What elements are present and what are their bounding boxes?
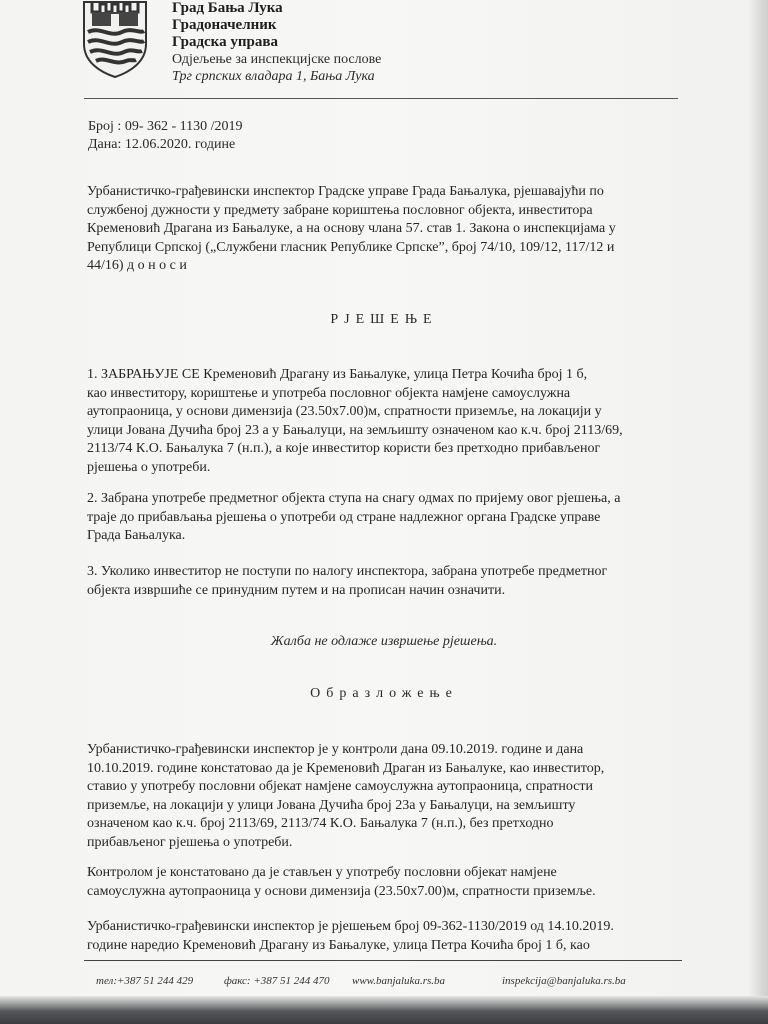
header-city: Град Бања Лука	[172, 0, 283, 16]
text-line: 44/16) д о н о с и	[87, 258, 187, 274]
footer-divider	[84, 960, 682, 961]
reasoning-paragraph-2	[87, 864, 691, 901]
text-line: 1. ЗАБРАЊУЈЕ СЕ Кременовић Драгану из Бањалуке, улица Петра Кочића број 1 б,	[87, 367, 588, 382]
text-line: приземље, на локацији у улици Јована Дучића број 23а у Бањалуци, на земљишту	[87, 797, 576, 813]
text-line: 3. Уколико инвеститор не поступи по налогу инспектора, забрана употребе предметног	[87, 564, 608, 579]
header-department: Одјељење за инспекцијске послове	[172, 52, 382, 67]
text-line: службеној дужности у предмету забране кориштења пословног објекта, инвеститора	[87, 202, 593, 218]
page-edge-shadow	[748, 0, 768, 1024]
reference-date: Дана: 12.06.2020. године	[88, 137, 236, 152]
header-mayor: Градоначелник	[172, 17, 277, 33]
text-line: 2. Забрана употребе предметног објекта ступа на снагу одмах по пријему овог рјешења, а	[87, 491, 621, 506]
text-line: рјешења о употреби.	[87, 459, 211, 475]
text-line: ставио у употребу пословни објекат намјене самоуслужна аутопраоница, спратности	[87, 779, 594, 795]
decision-point-1	[87, 366, 691, 478]
text-line: Урбанистичко-грађевински инспектор Градске управе Града Бањалука, рјешавајући по	[87, 184, 604, 199]
text-line: Контролом је констатовано да је стављен у употребу пословни објекат намјене	[87, 865, 557, 880]
reference-number: Број : 09- 362 - 1130 /2019	[88, 119, 243, 134]
footer-website: www.banjaluka.rs.ba	[352, 975, 446, 987]
text-line: Града Бањалука.	[87, 528, 186, 544]
reasoning-paragraph-1	[87, 741, 691, 853]
appeal-note: Жалба не одлаже извршење рјешења.	[270, 634, 498, 649]
text-line: као инвеститору, кориштење и употреба пословног објекта намјене самоуслужна	[87, 385, 571, 401]
text-line: траје до прибављања рјешења о употреби од стране надлежног органа Градске управе	[87, 509, 601, 525]
reasoning-title: Образложење	[310, 686, 458, 701]
text-line: Урбанистичко-грађевински инспектор је у контроли дана 09.10.2019. године и дана	[87, 742, 584, 757]
text-line: Кременовић Драгана из Бањалуке, а на основу члана 57. став 1. Закона о инспекцијама у	[87, 221, 616, 237]
decision-point-3	[87, 563, 691, 600]
reasoning-paragraph-3	[87, 918, 691, 955]
text-line: Урбанистичко-грађевински инспектор је рјешењем број 09-362-1130/2019 од 14.10.2019.	[87, 919, 614, 934]
letterhead	[172, 0, 381, 85]
city-coat-of-arms-icon	[80, 0, 150, 78]
footer-phone: тел:+387 51 244 429	[96, 975, 194, 987]
decision-title: РЈЕШЕЊЕ	[330, 312, 438, 327]
header-address: Трг српских владара 1, Бања Лука	[172, 69, 375, 84]
text-line: самоуслужна аутопраоница у основи димензија (23.50х7.00)м, спратности приземље.	[87, 883, 596, 899]
header-divider	[84, 98, 678, 99]
footer-email: inspekcija@banjaluka.rs.ba	[502, 975, 626, 987]
header-administration: Градска управа	[172, 34, 278, 50]
text-line: улици Јована Дучића број 23 а у Бањалуци, на земљишту означеном као к.ч. број 2113/69,	[87, 422, 623, 438]
text-line: прибављеног рјешења о употреби.	[87, 834, 293, 850]
intro-paragraph	[87, 183, 691, 276]
text-line: године наредио Кременовић Драгану из Бањалуке, улица Петра Кочића број 1 б, као	[87, 937, 590, 953]
text-line: означеном као к.ч. број 2113/69, 2113/74 К.О. Бањалука 7 (н.п.), без претходно	[87, 816, 554, 832]
text-line: Републици Српској („Службени гласник Републике Српске”, број 74/10, 109/12, 117/12 и	[87, 239, 615, 255]
text-line: 2113/74 К.О. Бањалука 7 (н.п.), а које инвеститор користи без претходно прибављеног	[87, 441, 601, 457]
text-line: аутопраоница, у основи димензија (23.50х7.00)м, спратности приземље, на локацији у	[87, 404, 602, 420]
text-line: објекта извршиће се принудним путем и на прописан начин означити.	[87, 582, 506, 598]
desk-background	[0, 996, 768, 1024]
decision-point-2	[87, 490, 691, 546]
footer-fax: факс: +387 51 244 470	[224, 975, 330, 987]
text-line: 10.10.2019. године констатовао да је Кременовић Драган из Бањалуке, као инвеститор,	[87, 760, 605, 776]
